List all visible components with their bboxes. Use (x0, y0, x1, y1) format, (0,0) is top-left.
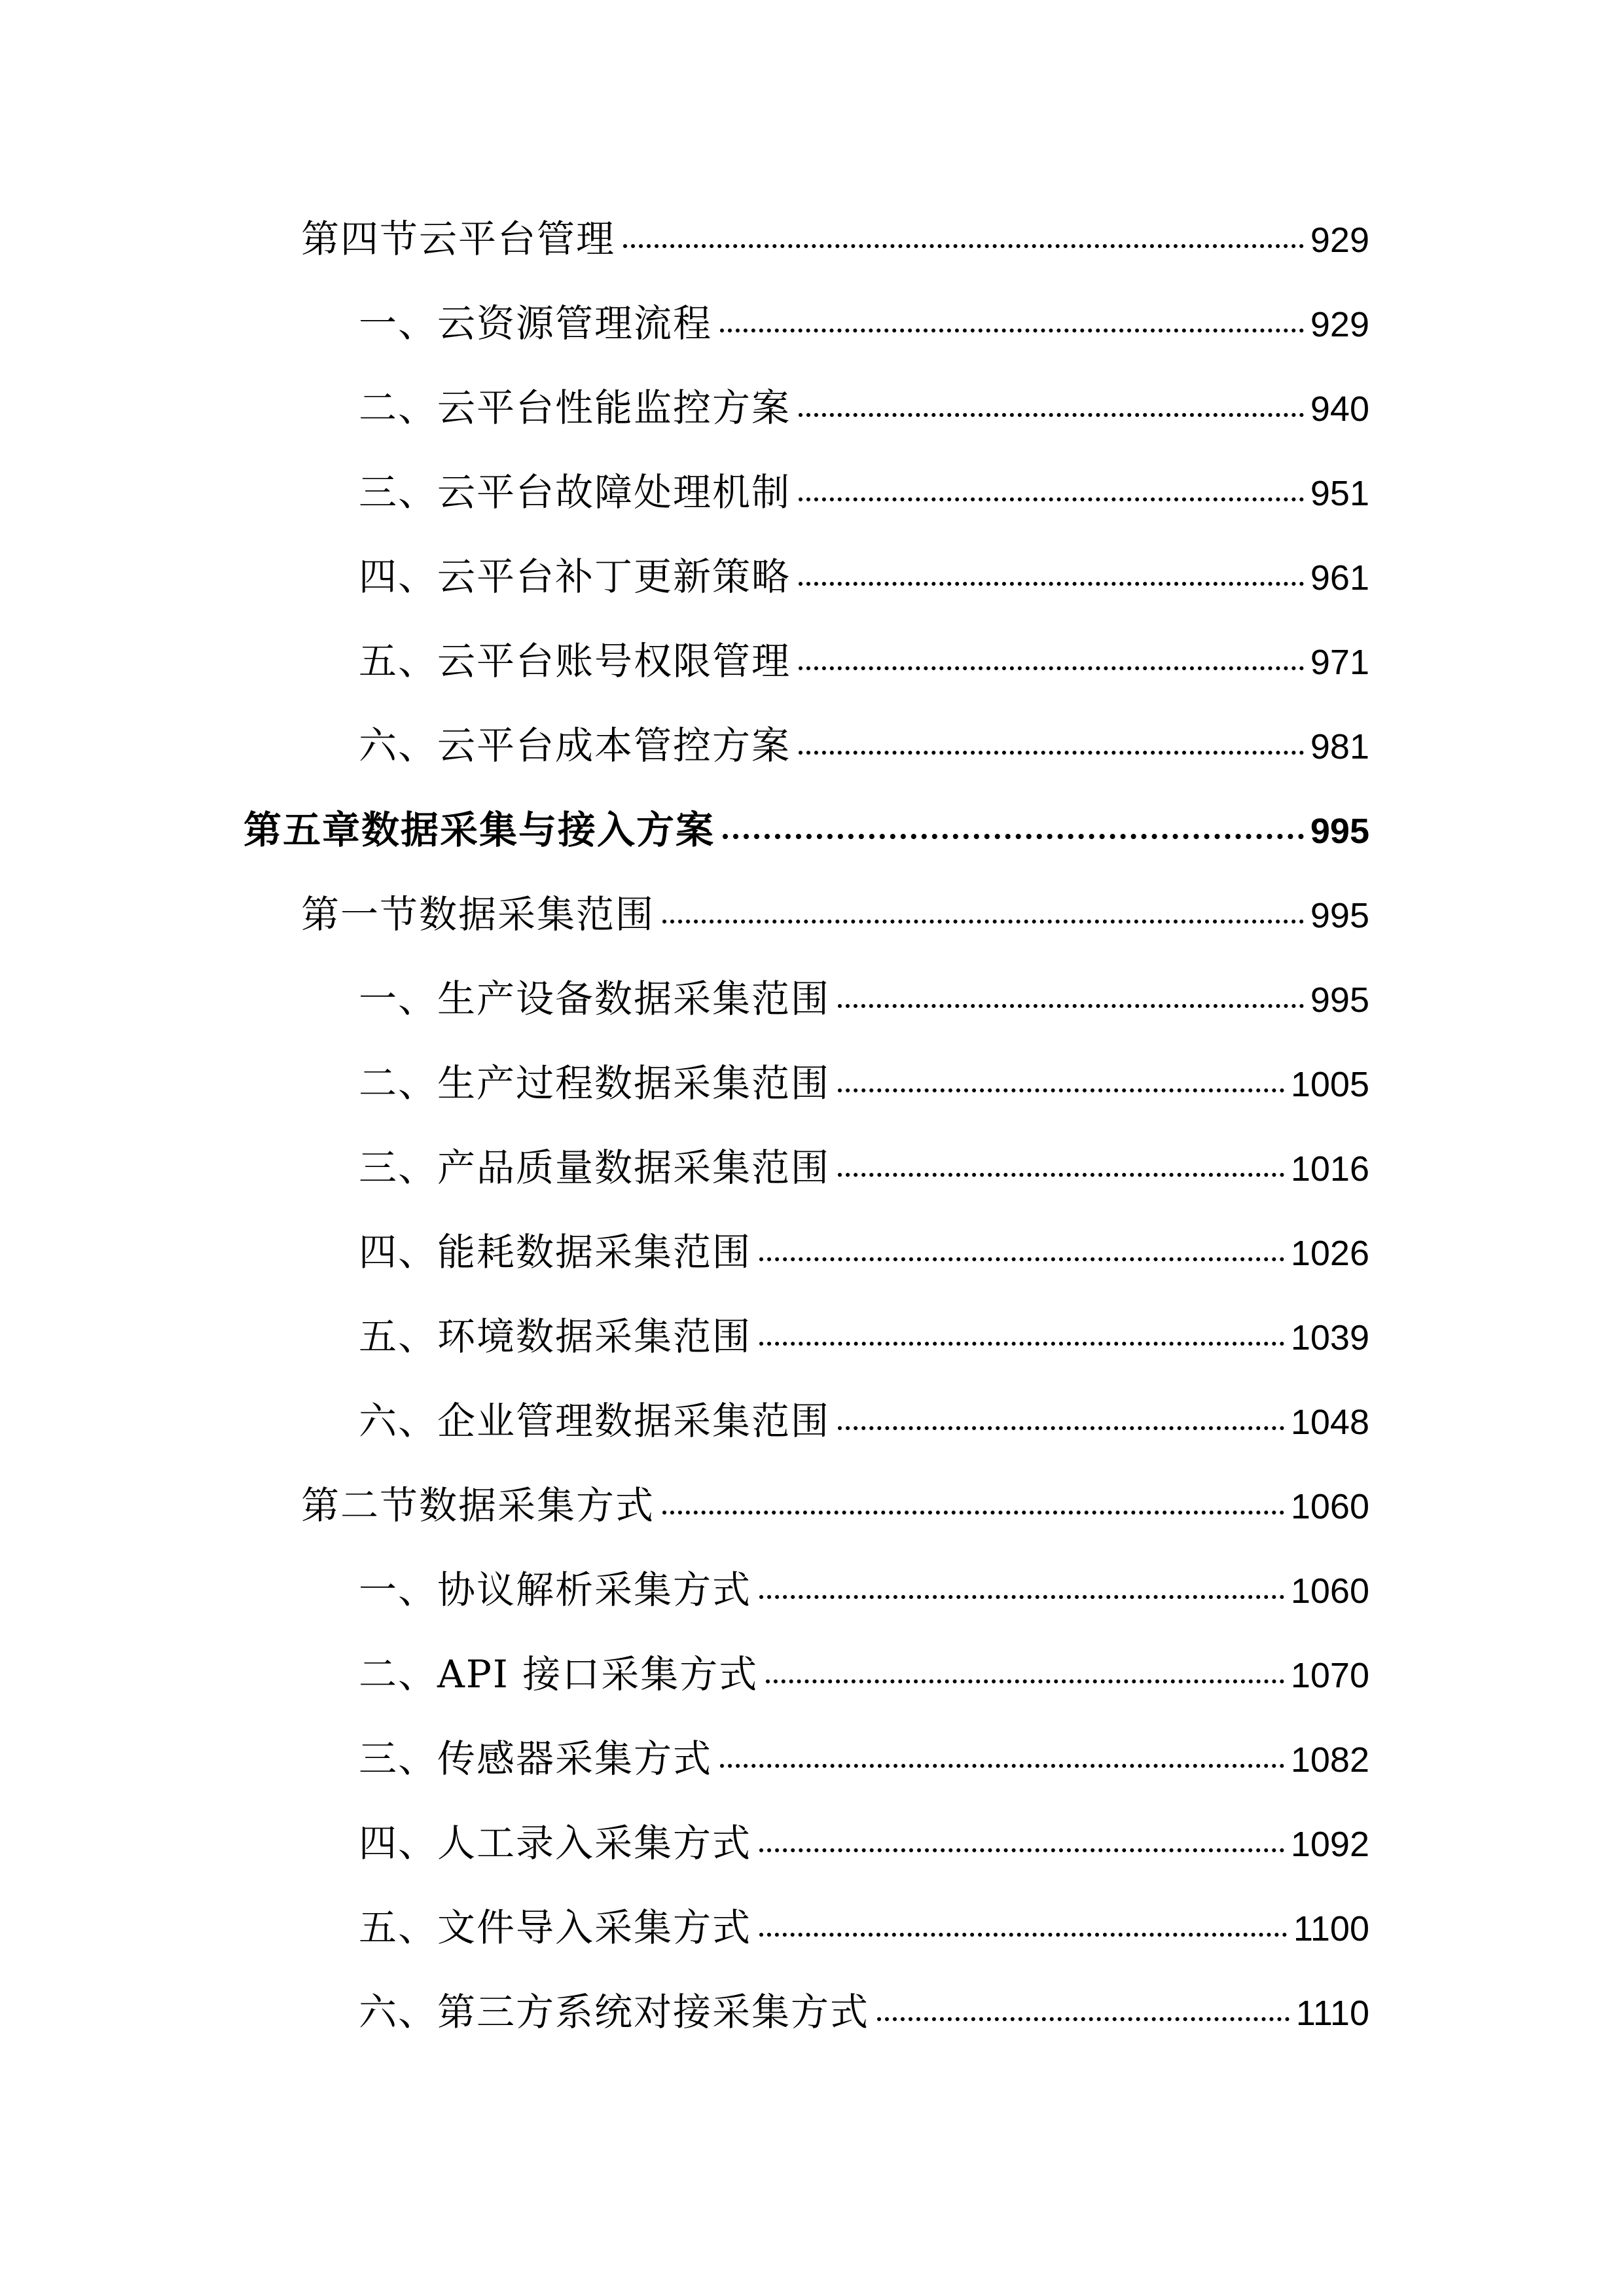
toc-entry-page: 1016 (1290, 1149, 1369, 1189)
toc-entry-page: 1005 (1290, 1065, 1369, 1104)
toc-entry-subsection[interactable] (359, 1814, 1369, 1873)
toc-entry-section[interactable] (301, 209, 1369, 268)
toc-entry-page: 981 (1310, 727, 1369, 766)
toc-dot-leader (759, 1848, 1284, 1852)
toc-entry-subsection[interactable] (359, 632, 1369, 691)
toc-dot-leader (662, 920, 1304, 924)
toc-dot-leader (766, 1679, 1284, 1683)
toc-entry-title: 第二节数据采集方式 (301, 1483, 655, 1528)
toc-entry-title: 三、产品质量数据采集范围 (359, 1145, 831, 1190)
toc-dot-leader (838, 1173, 1284, 1177)
toc-entry-title: 五、文件导入采集方式 (359, 1905, 752, 1950)
toc-dot-leader (662, 1511, 1284, 1515)
toc-entry-section[interactable] (301, 885, 1369, 944)
toc-dot-leader (838, 1004, 1304, 1008)
toc-entry-title: 六、企业管理数据采集范围 (359, 1399, 831, 1443)
toc-dot-leader (799, 413, 1304, 417)
toc-dot-leader (877, 2017, 1290, 2021)
toc-entry-subsection[interactable] (359, 716, 1369, 775)
toc-entry-subsection[interactable] (359, 294, 1369, 353)
toc-entry-page: 940 (1310, 389, 1369, 429)
toc-dot-leader (720, 1764, 1284, 1768)
toc-entry-title: 五、环境数据采集范围 (359, 1314, 752, 1359)
toc-entry-subsection[interactable] (359, 1307, 1369, 1366)
toc-entry-page: 971 (1310, 643, 1369, 682)
toc-entry-chapter[interactable] (244, 800, 1369, 859)
toc-entry-subsection[interactable] (359, 1898, 1369, 1957)
toc-entry-subsection[interactable] (359, 1729, 1369, 1788)
toc-entry-page: 1070 (1290, 1656, 1369, 1695)
toc-entry-page: 1026 (1290, 1234, 1369, 1273)
toc-dot-leader (720, 329, 1304, 332)
toc-dot-leader (759, 1342, 1284, 1346)
toc-dot-leader (799, 582, 1304, 586)
toc-entry-page: 1060 (1290, 1571, 1369, 1611)
toc-dot-leader (759, 1257, 1284, 1261)
toc-entry-title: 六、云平台成本管控方案 (359, 723, 791, 768)
toc-dot-leader (759, 1933, 1287, 1937)
toc-dot-leader (838, 1426, 1284, 1430)
toc-entry-subsection[interactable] (359, 1391, 1369, 1450)
toc-entry-subsection[interactable] (359, 1645, 1369, 1704)
toc-entry-title: 四、人工录入采集方式 (359, 1821, 752, 1865)
toc-entry-page: 1048 (1290, 1403, 1369, 1442)
toc-dot-leader (759, 1595, 1284, 1599)
toc-entry-section[interactable] (301, 1476, 1369, 1535)
toc-entry-title: 三、云平台故障处理机制 (359, 470, 791, 514)
toc-entry-page: 961 (1310, 558, 1369, 598)
toc-entry-page: 929 (1310, 221, 1369, 260)
toc-entry-subsection[interactable] (359, 1560, 1369, 1619)
toc-entry-title: 第四节云平台管理 (301, 217, 616, 261)
toc-entry-page: 1060 (1290, 1487, 1369, 1526)
toc-entry-title: 四、能耗数据采集范围 (359, 1230, 752, 1274)
toc-entry-subsection[interactable] (359, 463, 1369, 522)
toc-entry-subsection[interactable] (359, 1138, 1369, 1197)
toc-entry-subsection[interactable] (359, 1223, 1369, 1282)
toc-entry-subsection[interactable] (359, 1982, 1369, 2041)
toc-dot-leader (623, 244, 1304, 248)
toc-entry-title: 一、云资源管理流程 (359, 301, 713, 346)
toc-entry-subsection[interactable] (359, 969, 1369, 1028)
toc-dot-leader (723, 834, 1304, 839)
toc-entry-page: 929 (1310, 305, 1369, 344)
toc-entry-title: 一、协议解析采集方式 (359, 1568, 752, 1612)
toc-entry-title: 六、第三方系统对接采集方式 (359, 1990, 870, 2034)
toc-entry-title: 第一节数据采集范围 (301, 892, 655, 937)
toc-entry-title: 二、生产过程数据采集范围 (359, 1061, 831, 1105)
toc-entry-title: 三、传感器采集方式 (359, 1736, 713, 1781)
toc-entry-page: 995 (1310, 896, 1369, 935)
toc-entry-page: 951 (1310, 474, 1369, 513)
toc-entry-page: 1082 (1290, 1740, 1369, 1780)
toc-dot-leader (838, 1088, 1284, 1092)
toc-entry-page: 1100 (1293, 1909, 1369, 1948)
toc-dot-leader (799, 666, 1304, 670)
toc-entry-title: 一、生产设备数据采集范围 (359, 977, 831, 1021)
toc-entry-page: 1092 (1290, 1825, 1369, 1864)
toc-entry-page: 1039 (1290, 1318, 1369, 1357)
toc-entry-page: 1110 (1295, 1994, 1369, 2033)
toc-dot-leader (799, 497, 1304, 501)
toc-entry-subsection[interactable] (359, 547, 1369, 606)
toc-entry-title: 二、云平台性能监控方案 (359, 386, 791, 430)
toc-entry-title: 五、云平台账号权限管理 (359, 639, 791, 683)
toc-entry-page: 995 (1310, 812, 1369, 851)
toc-entry-subsection[interactable] (359, 1054, 1369, 1113)
toc-entry-subsection[interactable] (359, 378, 1369, 437)
toc-entry-page: 995 (1310, 980, 1369, 1020)
toc-entry-title: 第五章数据采集与接入方案 (244, 808, 715, 852)
toc-dot-leader (799, 751, 1304, 755)
toc-entry-title: 二、API 接口采集方式 (359, 1652, 759, 1696)
toc-entry-title: 四、云平台补丁更新策略 (359, 554, 791, 599)
